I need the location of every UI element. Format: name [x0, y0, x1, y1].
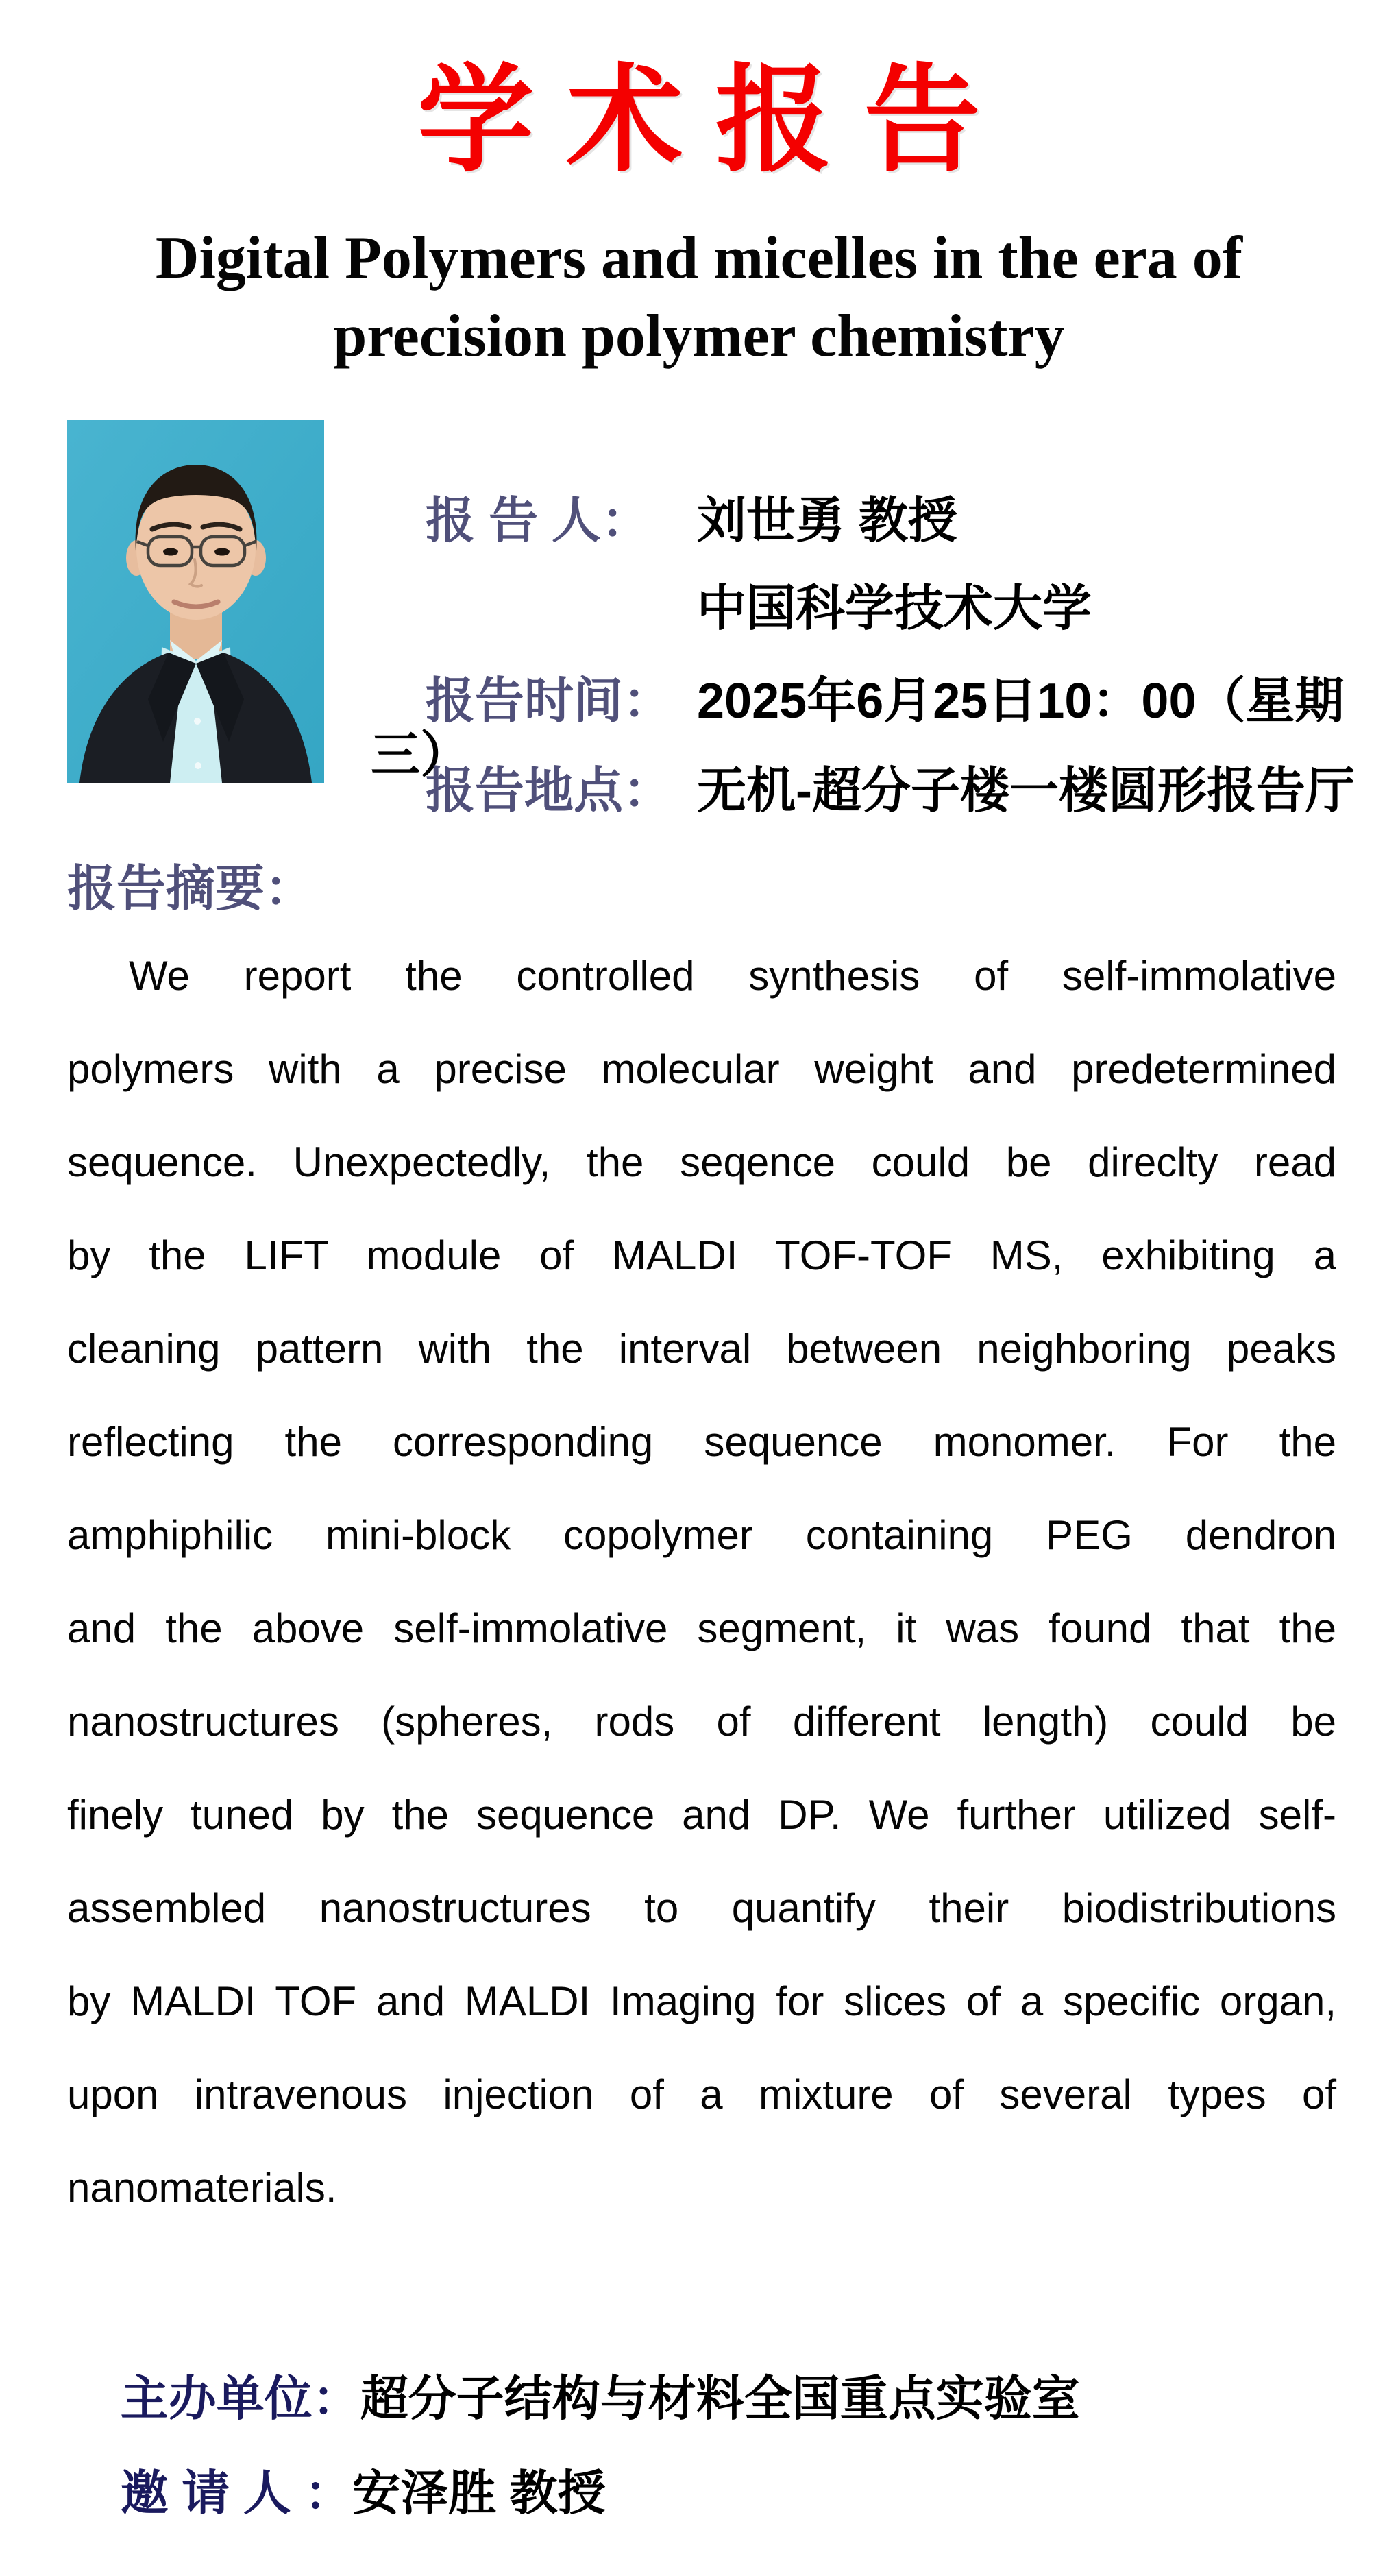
- abstract-label: 报告摘要：: [67, 862, 315, 916]
- abstract-line: by the LIFT module of MALDI TOF-TOF MS, exhibiting a: [67, 1232, 1336, 1278]
- speaker-name: 刘世勇 教授: [697, 494, 958, 549]
- abstract-line: reflecting the corresponding sequence monomer. For the: [67, 1419, 1336, 1465]
- abstract-line: assembled nanostructures to quantify their biodistributions: [67, 1885, 1336, 1931]
- abstract-line: cleaning pattern with the interval between neighboring peaks: [67, 1326, 1336, 1372]
- abstract-line: upon intravenous injection of a mixture of several types of: [67, 2071, 1336, 2117]
- abstract-line: nanostructures (spheres, rods of different length) could be: [67, 1699, 1336, 1745]
- speaker-label: 报 告 人：: [426, 494, 651, 549]
- speaker-affiliation: 中国科学技术大学: [697, 581, 1092, 637]
- organizer-label: 主办单位：: [120, 2371, 360, 2425]
- venue-row: [371, 710, 1355, 873]
- talk-title-line-2: precision polymer chemistry: [333, 303, 1065, 369]
- talk-title-line-1: Digital Polymers and micelles in the era of: [155, 225, 1243, 291]
- abstract-line: polymers with a precise molecular weight and predetermined: [67, 1046, 1336, 1092]
- abstract-line: nanomaterials.: [67, 2165, 337, 2211]
- abstract-line: and the above self-immolative segment, it was found that the: [67, 1605, 1336, 1651]
- inviter-label: 邀 请 人 ：: [120, 2466, 353, 2520]
- abstract-line: by MALDI TOF and MALDI Imaging for slices of a specific organ,: [67, 1978, 1336, 2024]
- abstract-line: amphiphilic mini-block copolymer containing PEG dendron: [67, 1512, 1336, 1558]
- venue-value: 无机-超分子楼一楼圆形报告厅: [697, 764, 1355, 819]
- time-label: 报告时间：: [426, 674, 673, 729]
- portrait-face: [136, 465, 257, 620]
- abstract-text: [67, 929, 1336, 2235]
- inviter-row: [67, 2410, 606, 2576]
- abstract-line: We report the controlled synthesis of self-immolative: [129, 953, 1336, 999]
- organizer-value: 超分子结构与材料全国重点实验室: [360, 2371, 1080, 2425]
- page-title: 学 术 报 告: [417, 56, 981, 186]
- inviter-value: 安泽胜 教授: [352, 2466, 606, 2520]
- speaker-photo: [67, 420, 324, 783]
- time-value: 2025年6月25日10：00（星期三）: [371, 674, 1345, 783]
- abstract-line: sequence. Unexpectedly, the seqence could be direclty read: [67, 1139, 1336, 1185]
- talk-title: [0, 219, 1398, 376]
- abstract-line: finely tuned by the sequence and DP. We further utilized self-: [67, 1792, 1336, 1838]
- venue-label: 报告地点：: [426, 764, 673, 819]
